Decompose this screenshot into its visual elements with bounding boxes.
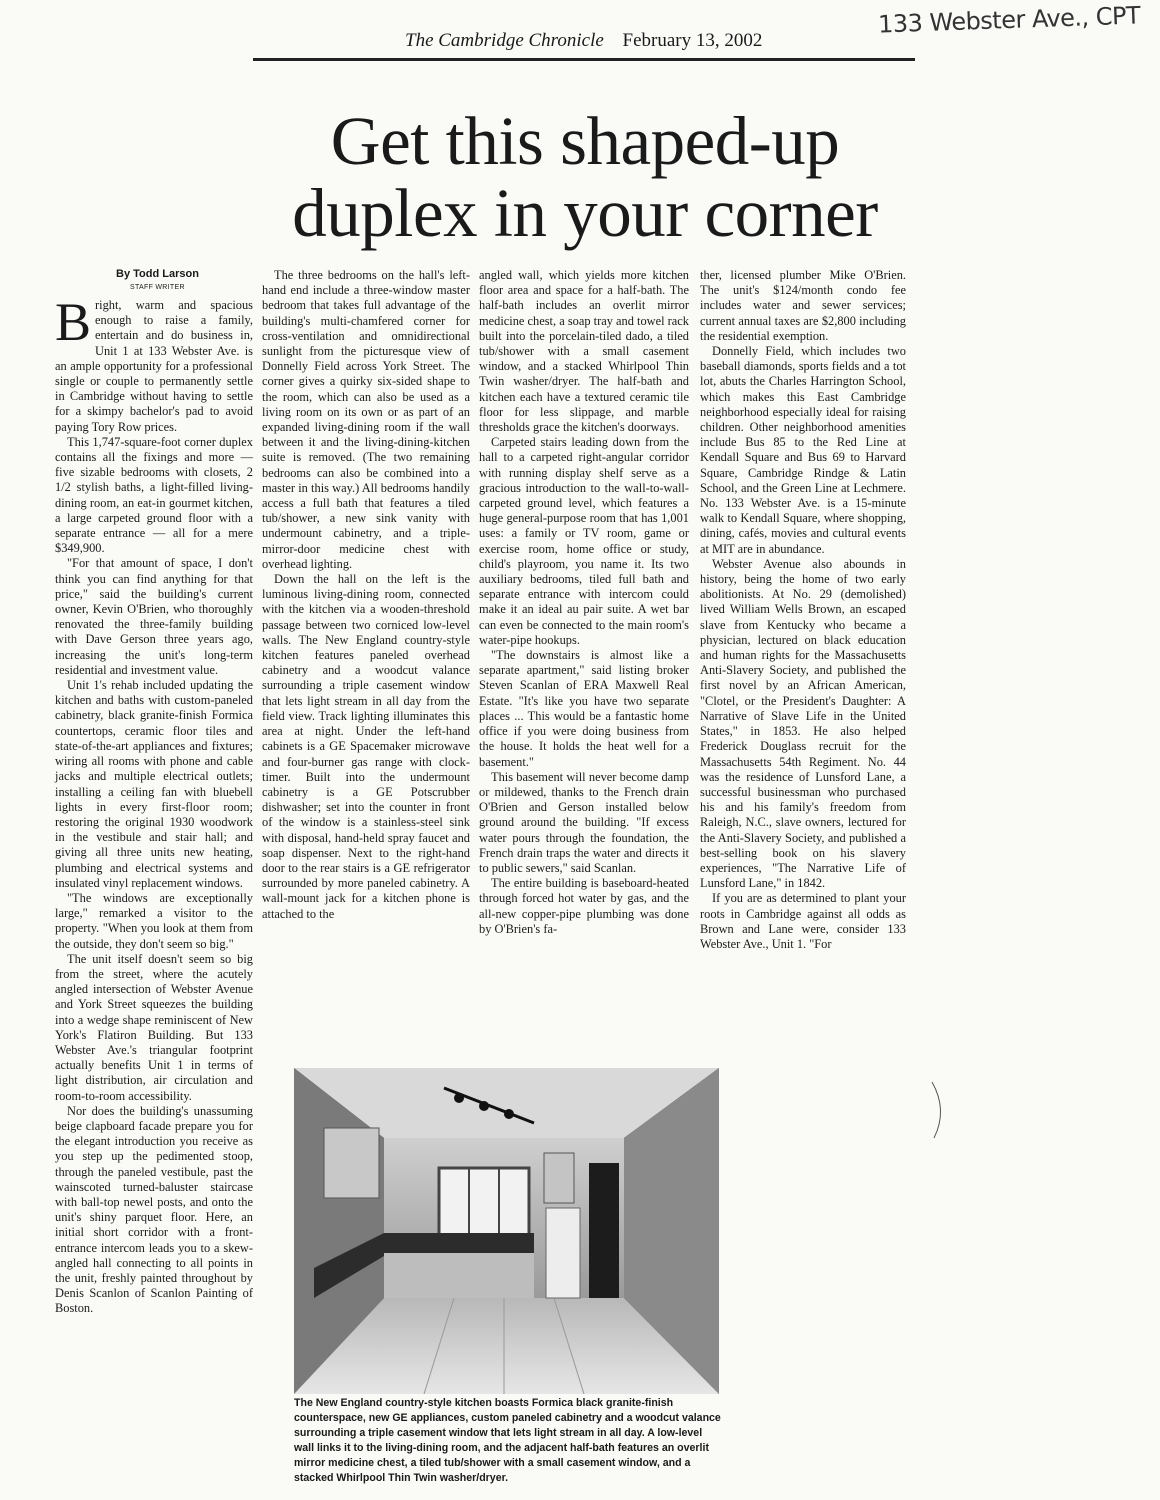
- article-paragraph: Bright, warm and spacious enough to raise a family, entertain and do business in, Unit 1 at 133 Webster Ave. is an ample opportunity for a professional single or couple to permanently settle in Cambridge without having to settle for a skimpy bachelor's pad to avoid paying Tory Row prices.: [55, 292, 253, 434]
- kitchen-photo-image: [294, 1068, 719, 1394]
- publication-name: The Cambridge Chronicle: [405, 30, 604, 51]
- article-paragraph: The three bedrooms on the hall's left-hand end include a three-window master bedroom that takes full advantage of the building's multi-chamfered corner for cross-ventilation and omnidirectional sunlight from the picturesque view of Donnelly Field across York Street. The corner gives a quirky six-sided shape to the room, which can also be used as a living room on its own or as part of an expanded living-dining room if the wall between it and the living-dining-kitchen suite is removed. (The two remaining bedrooms can also be combined into a master in this way.) All bedrooms handily access a full bath that features a tiled tub/shower, a new sink vanity with undermount cabinetry, and a triple-mirror-door medicine chest with overhead lighting.: [262, 268, 470, 571]
- article-paragraph: The entire building is baseboard-heated through forced hot water by gas, and the all-new copper-pipe plumbing was done by O'Brien's fa-: [479, 876, 689, 936]
- article-column-4: [700, 268, 906, 952]
- masthead: [405, 30, 762, 52]
- article-paragraph: Webster Avenue also abounds in history, being the home of two early abolitionists. At No. 29 (demolished) lived William Wells Brown, an escaped slave from Kentucky who became a physician, lectured on black education and human rights for the Massachusetts Anti-Slavery Society, and published the first novel by an African American, "Clotel, or the President's Daughter: A Narrative of Slave Life in the United States," in 1853. He also helped Frederick Douglass recruit for the Massachusetts 54th Regiment. No. 44 was the residence of Lunsford Lane, a successful businessman who purchased his and his family's freedom from Raleigh, N.C., slave owners, lectured for the Anti-Slavery Society, and published a best-selling book on his slavery experiences, "The Narrative Life of Lunsford Lane," in 1842.: [700, 556, 906, 891]
- byline-role: STAFF WRITER: [130, 284, 185, 291]
- article-paragraph: Donnelly Field, which includes two baseball diamonds, sports fields and a tot lot, abuts the Charles Harrington School, which makes this East Cambridge neighborhood especially ideal for raising children. Other neighborhood amenities include Bus 85 to the Red Line at Kendall Square and Bus 69 to Harvard Square, Cambridge Rindge & Latin School, and the Green Line at Lechmere. No. 133 Webster Ave. is a 15-minute walk to Kendall Square, where shopping, dining, cafés, movies and cultural events at MIT are in abundance.: [700, 344, 906, 556]
- byline-author: By Todd Larson: [116, 268, 199, 280]
- article-column-3: [479, 268, 689, 937]
- article-paragraph: The unit itself doesn't seem so big from the street, where the acutely angled intersection of Webster Avenue and York Street squeezes the building into a wedge shape reminiscent of New York's Flatiron Building. But 133 Webster Ave.'s triangular footprint actually benefits Unit 1 in terms of light distribution, air circulation and room-to-room accessibility.: [55, 951, 253, 1103]
- article-paragraph: "The windows are exceptionally large," remarked a visitor to the property. "When you look at them from the outside, they don't seem so big.": [55, 890, 253, 951]
- masthead-rule: [253, 58, 915, 61]
- headline: [255, 105, 915, 249]
- article-paragraph: Down the hall on the left is the luminous living-dining room, connected with the kitchen via a wooden-threshold passage between two corniced low-level walls. The New England country-style kitchen features paneled overhead cabinetry and a woodcut valance surrounding a triple casement window that lets light stream in all day from the field view. Track lighting illuminates this area at night. Under the left-hand cabinets is a GE Spacemaker microwave and four-burner gas range with clock-timer. Built into the undermount cabinetry is a GE Potscrubber dishwasher; set into the counter in front of the window is a stainless-steel sink with disposal, hand-held spray faucet and soap dispenser. Next to the right-hand door to the rear stairs is a GE refrigerator surrounded by more paneled cabinetry. A wall-mount jack for a kitchen phone is attached to the: [262, 572, 470, 921]
- article-paragraph: Unit 1's rehab included updating the kitchen and baths with custom-paneled cabinetry, black granite-finish Formica countertops, ceramic floor tiles and state-of-the-art appliances and fixtures; wiring all rooms with phone and cable jacks and multiple electrical outlets; installing a ceiling fan with bluebell lights in every first-floor room; restoring the original 1930 woodwork in the vestibule and stair hall; and giving all three units new heating, plumbing and electrical systems and insulated vinyl replacement windows.: [55, 678, 253, 890]
- kitchen-photo: [294, 1068, 719, 1394]
- article-paragraph: "The downstairs is almost like a separate apartment," said listing broker Steven Scanlan of ERA Maxwell Real Estate. "It's like you have two separate places ... This would be a fantastic home office if you were doing business from the house. It holds the heat well for a basement.": [479, 648, 689, 769]
- headline-line-1: Get this shaped-up: [330, 103, 840, 179]
- margin-pencil-mark: [928, 1080, 958, 1140]
- photo-caption: The New England country-style kitchen boasts Formica black granite-finish counterspace, new GE appliances, custom paneled cabinetry and a woodcut valance surrounding a triple casement window that lets light stream in all day. A low-level wall links it to the living-dining room, and the adjacent half-bath features an overlit mirror medicine chest, a tiled tub/shower with a small casement window, and a stacked Whirlpool Thin Twin washer/dryer.: [294, 1397, 721, 1484]
- article-paragraph: Nor does the building's unassuming beige clapboard facade prepare you for the elegant introduction you receive as you step up the pedimented stoop, through the paneled vestibule, past the wainscoted turned-baluster staircase with ball-top newel posts, and onto the unit's shiny parquet floor. Here, an initial short corridor with a front-entrance intercom leads you to a skew-angled hall connecting to all points in the unit, freshly painted throughout by Denis Scanlon of Scanlon Painting of Boston.: [55, 1103, 253, 1316]
- article-paragraph: angled wall, which yields more kitchen floor area and space for a half-bath. The half-bath includes an overlit mirror medicine chest, a soap tray and towel rack built into the porcelain-tiled dado, a tiled tub/shower with a small casement window, and a stacked Whirlpool Thin Twin washer/dryer. The half-bath and kitchen each have a textured ceramic tile floor for less slippage, and marble thresholds grace the kitchen's doorways.: [479, 268, 689, 435]
- article-paragraph: This 1,747-square-foot corner duplex contains all the fixings and more — five sizable bedrooms with closets, 2 1/2 stylish baths, a light-filled living-dining room, an eat-in gourmet kitchen, a large carpeted ground floor with a separate entrance — all for a mere $349,900.: [55, 434, 253, 556]
- article-paragraph: If you are as determined to plant your roots in Cambridge against all odds as Brown and Lane were, consider 133 Webster Ave., Unit 1. "For: [700, 891, 906, 951]
- article-column-1: [55, 292, 253, 1317]
- article-paragraph: "For that amount of space, I don't think you can find anything for that price," said the building's current owner, Kevin O'Brien, who thoroughly renovated the three-family building with Dave Gerson three years ago, increasing the unit's long-term residential and investment value.: [55, 556, 253, 677]
- article-column-2: [262, 268, 470, 922]
- article-paragraph: ther, licensed plumber Mike O'Brien. The unit's $124/month condo fee includes water and sewer services; current annual taxes are $2,800 including the residential exemption.: [700, 268, 906, 343]
- headline-line-2: duplex in your corner: [292, 175, 878, 251]
- publication-date: February 13, 2002: [622, 30, 763, 51]
- article-paragraph: Carpeted stairs leading down from the hall to a carpeted right-angular corridor with running display shelf serve as a gracious introduction to the wall-to-wall-carpeted ground level, which features a huge general-purpose room that has 1,001 uses: a family or TV room, game or exercise room, home office or study, child's playroom, you name it. Its two auxiliary bedrooms, tiled full bath and separate entrance with intercom could make it an ideal au pair suite. A wet bar can even be connected to the main room's water-pipe hookups.: [479, 435, 689, 647]
- drop-cap: B: [55, 292, 92, 352]
- handwritten-note: 133 Webster Ave., CPT: [877, 1, 1141, 39]
- article-paragraph: This basement will never become damp or mildewed, thanks to the French drain O'Brien and Gerson installed below ground around the building. "If excess water pours through the foundation, the French drain traps the water and directs it to public sewers," said Scanlan.: [479, 769, 689, 875]
